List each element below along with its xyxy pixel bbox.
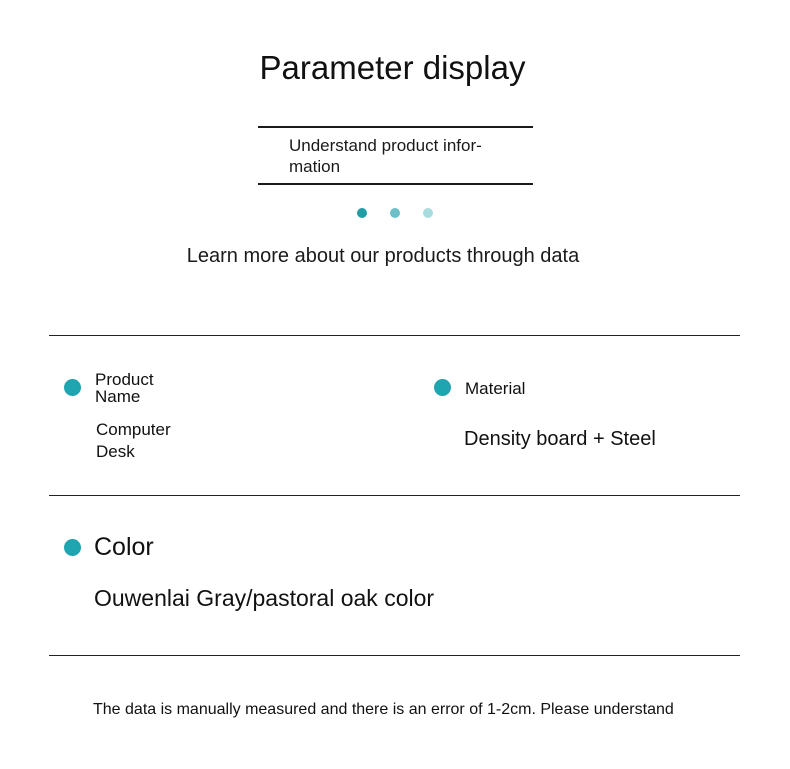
divider-top [49, 335, 740, 336]
page-title: Parameter display [259, 49, 526, 86]
measurement-footnote: The data is manually measured and there is an error of 1-2cm. Please understand [93, 701, 674, 718]
product-name-bullet-icon [64, 379, 81, 396]
decorative-dot-2 [390, 208, 400, 218]
color-value: Ouwenlai Gray/pastoral oak color [94, 585, 435, 611]
product-name-label: Product Name [95, 370, 154, 406]
color-bullet-icon [64, 539, 81, 556]
material-value: Density board + Steel [464, 428, 656, 450]
material-bullet-icon [434, 379, 451, 396]
divider-bottom [49, 655, 740, 656]
color-label: Color [94, 533, 154, 561]
decorative-dot-1 [357, 208, 367, 218]
divider-middle [49, 495, 740, 496]
subtitle-text: Understand product infor- mation [289, 136, 482, 176]
decorative-dot-3 [423, 208, 433, 218]
subtitle-box [258, 126, 533, 185]
product-name-value: Computer Desk [96, 420, 171, 461]
tagline: Learn more about our products through data [186, 245, 580, 267]
material-label: Material [465, 379, 526, 398]
